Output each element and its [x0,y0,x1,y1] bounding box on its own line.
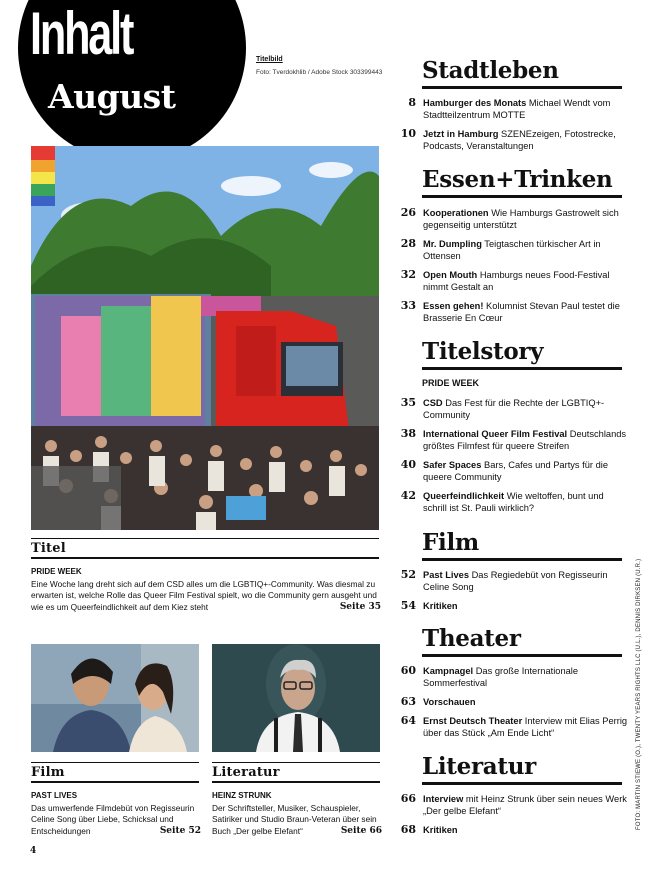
pride-parade-photo [31,146,379,530]
toc-entry[interactable]: 10 Jetzt in Hamburg SZENEzeigen, Fotostrecke, Podcasts, Veranstaltungen [400,127,616,151]
film-teaser [31,790,201,837]
literatur-teaser-heading: Literatur [212,765,380,783]
film-teaser-page-link[interactable]: Seite 52 [159,825,201,836]
toc-entry[interactable]: 63 Vorschauen [400,695,476,708]
toc-entry[interactable]: 66 Interview mit Heinz Strunk über sein neues Werk „Der gelbe Elefant“ [400,792,627,816]
titelstory-kicker: PRIDE WEEK [422,378,480,388]
toc-entry[interactable]: 35 CSD Das Fest für die Rechte der LGBTIQ+-Community [400,396,605,420]
section-rule [422,782,622,785]
film-teaser-heading: Film [31,765,199,783]
cover-story-kicker: PRIDE WEEK [31,567,82,576]
past-lives-film-photo [31,644,199,752]
toc-entry[interactable]: 8 Hamburger des Monats Michael Wendt vom Stadtteilzentrum MOTTE [408,96,611,120]
toc-entry[interactable]: 38 International Queer Film Festival Deutschlands größtes Filmfest für queere Streifen [400,427,627,451]
cover-credit-label: Titelbild [256,56,283,63]
film-teaser-kicker: PAST LIVES [31,791,78,800]
section-heading-stadtleben: Stadtleben [422,57,559,84]
section-heading-theater: Theater [422,625,521,652]
section-heading-titelstory: Titelstory [422,338,544,365]
cover-story-page-link[interactable]: Seite 35 [339,601,381,612]
section-rule [422,654,622,657]
section-rule [422,195,622,198]
toc-entry[interactable]: 60 Kampnagel Das große Internationale Sommerfestival [400,664,579,688]
cover-story-heading: Titel [31,541,379,559]
page-title: Inhalt [30,0,133,67]
issue-month: August [48,77,176,116]
toc-entry[interactable]: 32 Open Mouth Hamburgs neues Food-Festival nimmt Gestalt an [400,268,610,292]
cover-story-text: Eine Woche lang dreht sich auf dem CSD alles um die LGBTIQ+-Community. Was diesmal zu erwarten ist, welche Rolle das Queer Film Festival spielt, wo die Community gern ausgeht und wie es um Queerfeindlichkeit auf dem Kiez steht [31,578,377,612]
toc-entry[interactable]: 52 Past Lives Das Regiedebüt von Regisseurin Celine Song [400,568,608,592]
toc-entry[interactable]: 64 Ernst Deutsch Theater Interview mit Elias Perrig über das Stück „Am Ende Licht“ [400,714,628,738]
section-rule [422,367,622,370]
toc-entry[interactable]: 28 Mr. Dumpling Teigtaschen türkischer Art in Ottensen [400,237,601,261]
photo-credits-vertical: FOTO: MARTIN STIEWE (O.), TWENTY YEARS RIGHTS LLC (U.L.), DENNIS DIRKSEN (U.R.) [636,558,642,830]
literatur-teaser [212,790,382,837]
toc-entry[interactable]: 42 Queerfeindlichkeit Wie weltoffen, bunt und schrill ist St. Pauli wirklich? [400,489,604,513]
literatur-teaser-page-link[interactable]: Seite 66 [340,825,382,836]
literatur-teaser-text: Der Schriftsteller, Musiker, Schauspieler, Satiriker und Studio Braun-Veteran über sein Buch „Der gelbe Elefant“ [212,802,377,836]
toc-entry[interactable]: 26 Kooperationen Wie Hamburgs Gastrowelt sich gegenseitig unterstützt [400,206,619,230]
toc-entry[interactable]: 68 Kritiken [400,823,458,836]
cover-credit-text: Foto: Tverdokhlib / Adobe Stock 303399443 [256,69,383,76]
section-heading-film: Film [422,529,479,556]
toc-entry[interactable]: 40 Safer Spaces Bars, Cafes und Partys für die queere Community [400,458,609,482]
section-rule [422,86,622,89]
heinz-strunk-photo [212,644,380,752]
section-heading-essen-trinken: Essen+Trinken [422,166,613,193]
page-number: 4 [30,846,37,856]
film-teaser-text: Das umwerfende Filmdebüt von Regisseurin Celine Song über Liebe, Schicksal und Entscheidungen [31,802,195,836]
cover-story-teaser [31,566,381,613]
literatur-teaser-kicker: HEINZ STRUNK [212,791,272,800]
section-rule [422,558,622,561]
section-heading-literatur: Literatur [422,753,536,780]
toc-entry[interactable]: 54 Kritiken [400,599,458,612]
toc-entry[interactable]: 33 Essen gehen! Kolumnist Stevan Paul testet die Brasserie En Cœur [400,299,620,323]
